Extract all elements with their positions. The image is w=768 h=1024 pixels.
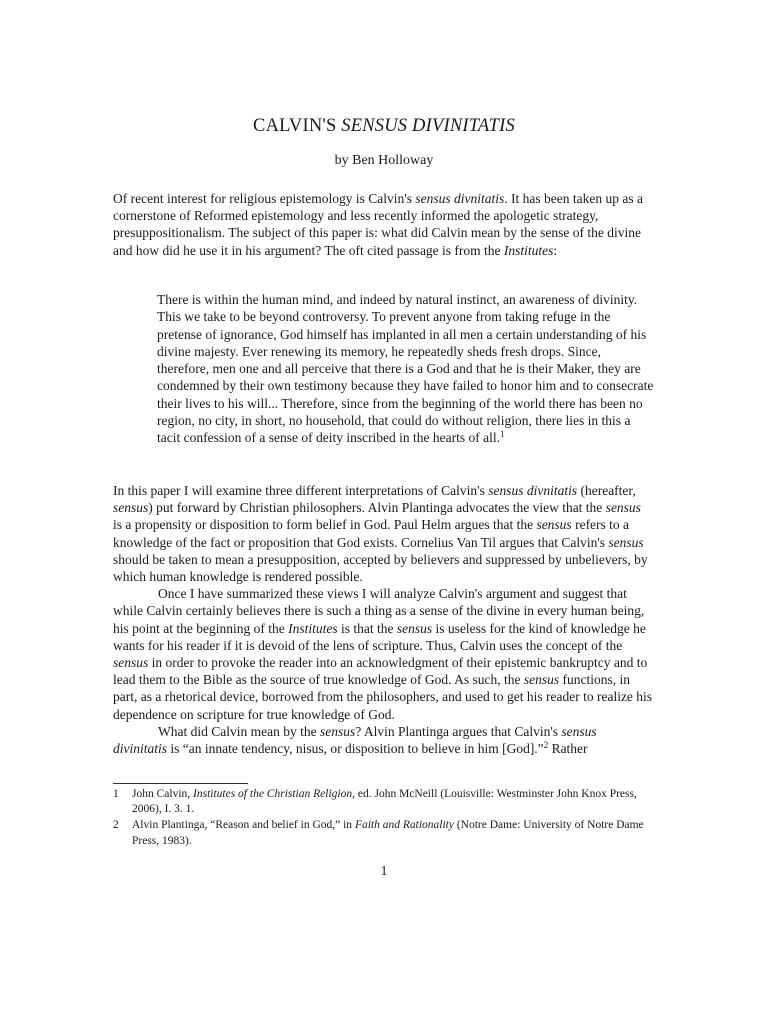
footnote-number: 2: [113, 819, 119, 832]
intro-paragraph: Of recent interest for religious epistemology is Calvin's sensus divnitatis. It has been taken up as a cornerstone of Reformed epistemology and less recently informed the apologetic strategy, presuppositionalism. The subject of this paper is: what did Calvin mean by the sense of the divine and how did he use it in his argument? The oft cited passage is from the Institutes:: [113, 191, 643, 258]
block-quote: There is within the human mind, and indeed by natural instinct, an awareness of divinity. This we take to be beyond controversy. To prevent anyone from taking refuge in the pretense of ignorance, God himself has implanted in all men a certain understanding of his divine majesty. Ever renewing its memory, he repeatedly sheds fresh drops. Since, therefore, men one and all perceive that there is a God and that he is their Maker, they are condemned by their own testimony because they have failed to honor him and to consecrate their lives to his will... Therefore, since from the beginning of the world there has been no region, no city, in short, no household, that could do without religion, there lies in this a tacit confession of a sense of deity inscribed in the hearts of all.$^1$: [157, 292, 654, 446]
page-number: 1: [380, 864, 388, 879]
footnotes: [113, 787, 658, 850]
title-text: CALVIN'S: [253, 116, 342, 136]
footnote-divider: [113, 783, 248, 784]
title-italic-text: SENSUS DIVINITATIS: [341, 116, 515, 136]
footnote-ref-1: 1: [500, 429, 505, 440]
paragraph-plantinga: What did Calvin mean by the sensus? Alvin Plantinga argues that Calvin's sensus divinitatis is “an innate tendency, nisus, or disposition to believe in him [God].”$^2$ Rather: [113, 723, 597, 757]
footnote-number: 1: [113, 788, 119, 800]
footnote-2: [113, 818, 658, 848]
footnote-ref-2: 2: [543, 740, 549, 751]
footnote-text: Alvin Plantinga, “Reason and belief in God,” in Faith and Rationality (Notre Dame: University of Notre Dame Press, 1983).: [132, 819, 644, 847]
paragraph-interpretations: In this paper I will examine three different interpretations of Calvin's sensus divnitatis (hereafter, sensus) put forward by Christian philosophers. Alvin Plantinga advocates the view that the sensus is a propensity or disposition to form belief in God. Paul Helm argues that the sensus refers to a knowledge of the fact or proposition that God exists. Cornelius Van Til argues that Calvin's sensus should be taken to mean a presupposition, accepted by believers and suppressed by unbelievers, by which human knowledge is rendered possible.: [113, 483, 648, 585]
main-body: [113, 482, 653, 757]
paragraph-thesis: Once I have summarized these views I will analyze Calvin's argument and suggest that while Calvin certainly believes there is such a thing as a sense of the divine in every human being, his point at the beginning of the Institutes is that the sensus is useless for the kind of knowledge he wants for his reader if it is devoid of the lens of scripture. Thus, Calvin uses the concept of the sensus in order to provoke the reader into an acknowledgment of their epistemic bankruptcy and to lead them to the Bible as the source of true knowledge of God. As such, the sensus functions, in part, as a rhetorical device, borrowed from the philosophers, and used to get his reader to realize his dependence on scripture for true knowledge of God.: [113, 586, 653, 722]
footnote-text: John Calvin, Institutes of the Christian Religion, ed. John McNeill (Louisville: Westminster John Knox Press, 2006), I. 3. 1.: [132, 788, 637, 816]
footnote-1: [113, 787, 658, 817]
page-title: [0, 116, 768, 137]
author-byline: by Ben Holloway: [334, 153, 434, 168]
